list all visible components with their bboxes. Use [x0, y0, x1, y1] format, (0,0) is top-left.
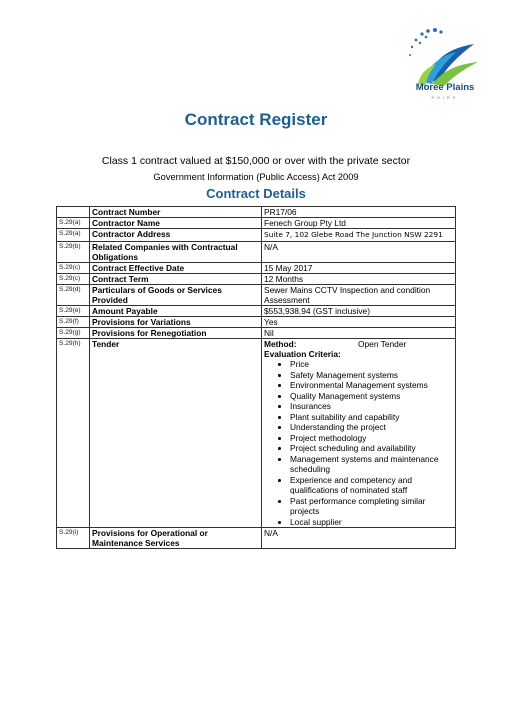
table-row [57, 229, 456, 242]
table-row [57, 306, 456, 317]
field-label: Tender [90, 339, 262, 528]
field-label: Provisions for Variations [90, 317, 262, 328]
field-value: N/A [262, 242, 456, 263]
field-value: Nil [262, 328, 456, 339]
section-ref: S.29(c) [57, 274, 90, 285]
section-ref [57, 207, 90, 218]
evaluation-criteria-list [264, 359, 453, 527]
table-row-tender [57, 339, 456, 528]
field-value: Fenech Group Pty Ltd [262, 218, 456, 229]
section-ref: S.29(b) [57, 242, 90, 263]
section-ref: S.29(f) [57, 317, 90, 328]
list-item: • Management systems and maintenance scheduling [290, 454, 453, 475]
field-value: 15 May 2017 [262, 263, 456, 274]
list-item: • Past performance completing similar projects [290, 496, 453, 517]
section-ref: S.29(d) [57, 285, 90, 306]
list-item: • Project methodology [290, 433, 453, 444]
field-label: Contract Term [90, 274, 262, 285]
field-label: Contractor Name [90, 218, 262, 229]
field-label: Contractor Address [90, 229, 262, 242]
section-ref: S.29(a) [57, 218, 90, 229]
field-value: 12 Months [262, 274, 456, 285]
moree-plains-logo-graphic [396, 26, 486, 106]
list-item: • Plant suitability and capability [290, 412, 453, 423]
subtitle: Class 1 contract valued at $150,000 or over with the private sector [101, 155, 411, 167]
section-ref: S.29(e) [57, 306, 90, 317]
field-value: N/A [262, 528, 456, 549]
table-row [57, 263, 456, 274]
method-value: Open Tender [358, 339, 407, 349]
list-item: • Project scheduling and availability [290, 443, 453, 454]
table-row [57, 285, 456, 306]
contract-details-table [56, 206, 456, 549]
list-item: • Understanding the project [290, 422, 453, 433]
field-label: Contract Effective Date [90, 263, 262, 274]
table-row [57, 528, 456, 549]
act-reference: Government Information (Public Access) Act 2009 [153, 172, 359, 182]
field-label: Particulars of Goods or Services Provided [90, 285, 262, 306]
field-value: Sewer Mains CCTV Inspection and condition Assessment [262, 285, 456, 306]
tender-details [262, 339, 456, 528]
method-label: Method: [264, 339, 297, 349]
table-row [57, 274, 456, 285]
table-row [57, 218, 456, 229]
section-ref: S.29(h) [57, 339, 90, 528]
field-label: Provisions for Operational or Maintenance Services [90, 528, 262, 549]
list-item: • Safety Management systems [290, 370, 453, 381]
section-heading: Contract Details [206, 186, 306, 201]
field-label: Contract Number [90, 207, 262, 218]
field-label: Provisions for Renegotiation [90, 328, 262, 339]
section-ref: S.29(c) [57, 263, 90, 274]
list-item: • Environmental Management systems [290, 380, 453, 391]
section-ref: S.29(i) [57, 528, 90, 549]
list-item: • Insurances [290, 401, 453, 412]
field-label: Related Companies with Contractual Obligations [90, 242, 262, 263]
table-row [57, 328, 456, 339]
field-value: Suite 7, 102 Glebe Road The Junction NSW 2291 [262, 229, 456, 242]
section-ref: S.29(a) [57, 229, 90, 242]
field-label: Amount Payable [90, 306, 262, 317]
tender-method [264, 339, 453, 349]
field-value: PR17/06 [262, 207, 456, 218]
evaluation-criteria-label: Evaluation Criteria: [264, 349, 341, 359]
table-row [57, 317, 456, 328]
page-title: Contract Register [184, 110, 328, 129]
table-row [57, 242, 456, 263]
logo-text: Moree Plains [415, 82, 475, 93]
list-item: • Experience and competency and qualifications of nominated staff [290, 475, 453, 496]
list-item: • Price [290, 359, 453, 370]
section-ref: S.29(g) [57, 328, 90, 339]
list-item: • Local supplier [290, 517, 453, 528]
field-value: $553,938.94 (GST inclusive) [262, 306, 456, 317]
list-item: • Quality Management systems [290, 391, 453, 402]
logo-subtext: SHIRE [431, 95, 459, 100]
field-value: Yes [262, 317, 456, 328]
table-row [57, 207, 456, 218]
